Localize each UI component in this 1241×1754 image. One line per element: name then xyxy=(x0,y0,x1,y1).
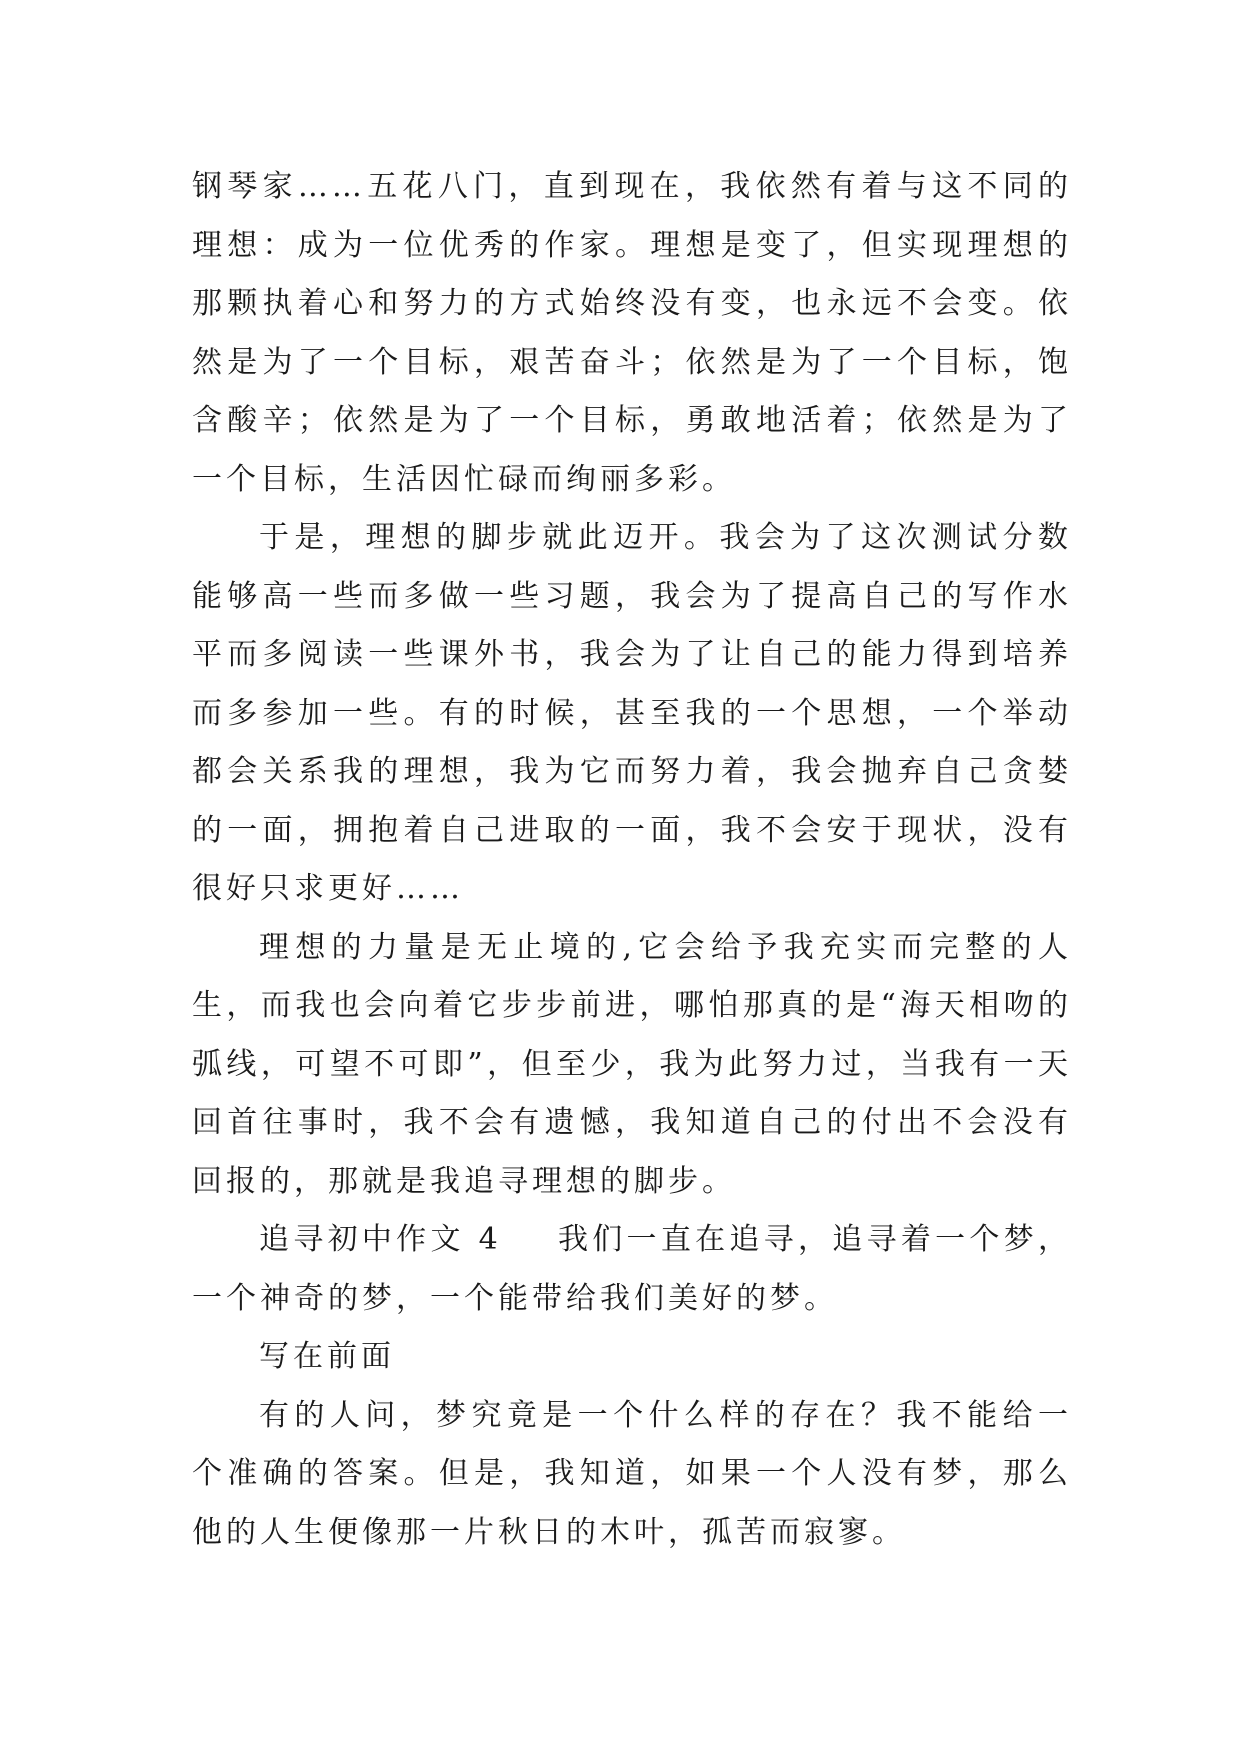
section-intro-paragraph xyxy=(192,1211,1072,1328)
paragraph-3: 理想的力量是无止境的,它会给予我充实而完整的人生，而我也会向着它步步前进，哪怕那真的是“海天相吻的弧线，可望不可即”，但至少，我为此努力过，当我有一天回首往事时，我不会有遗憾，我知道自己的付出不会没有回报的，那就是我追寻理想的脚步。 xyxy=(192,929,1072,1199)
section-first-text: 我们一直在追寻，追寻着一个梦，一个神奇的梦，一个能带给我们美好的梦。 xyxy=(192,1222,1073,1316)
paragraph-last: 有的人问，梦究竟是一个什么样的存在？我不能给一个准确的答案。但是，我知道，如果一个人没有梦，那么他的人生便像那一片秋日的木叶，孤苦而寂寥。 xyxy=(192,1397,1072,1550)
paragraph-2: 于是，理想的脚步就此迈开。我会为了这次测试分数能够高一些而多做一些习题，我会为了提高自己的写作水平而多阅读一些课外书，我会为了让自己的能力得到培养而多参加一些。有的时候，甚至我的一个思想，一个举动都会关系我的理想，我为它而努力着，我会抛弃自己贪婪的一面，拥抱着自己进取的一面，我不会安于现状，没有很好只求更好…… xyxy=(192,520,1072,906)
section-title: 追寻初中作文 4 xyxy=(259,1222,502,1257)
paragraph-1: 钢琴家……五花八门，直到现在，我依然有着与这不同的理想：成为一位优秀的作家。理想是变了，但实现理想的那颗执着心和努力的方式始终没有变，也永远不会变。依然是为了一个目标，艰苦奋斗；依然是为了一个目标，饱含酸辛；依然是为了一个目标，勇敢地活着；依然是为了一个目标，生活因忙碌而绚丽多彩。 xyxy=(192,169,1072,497)
subheading: 写在前面 xyxy=(259,1339,395,1374)
document-body xyxy=(192,158,1072,1562)
